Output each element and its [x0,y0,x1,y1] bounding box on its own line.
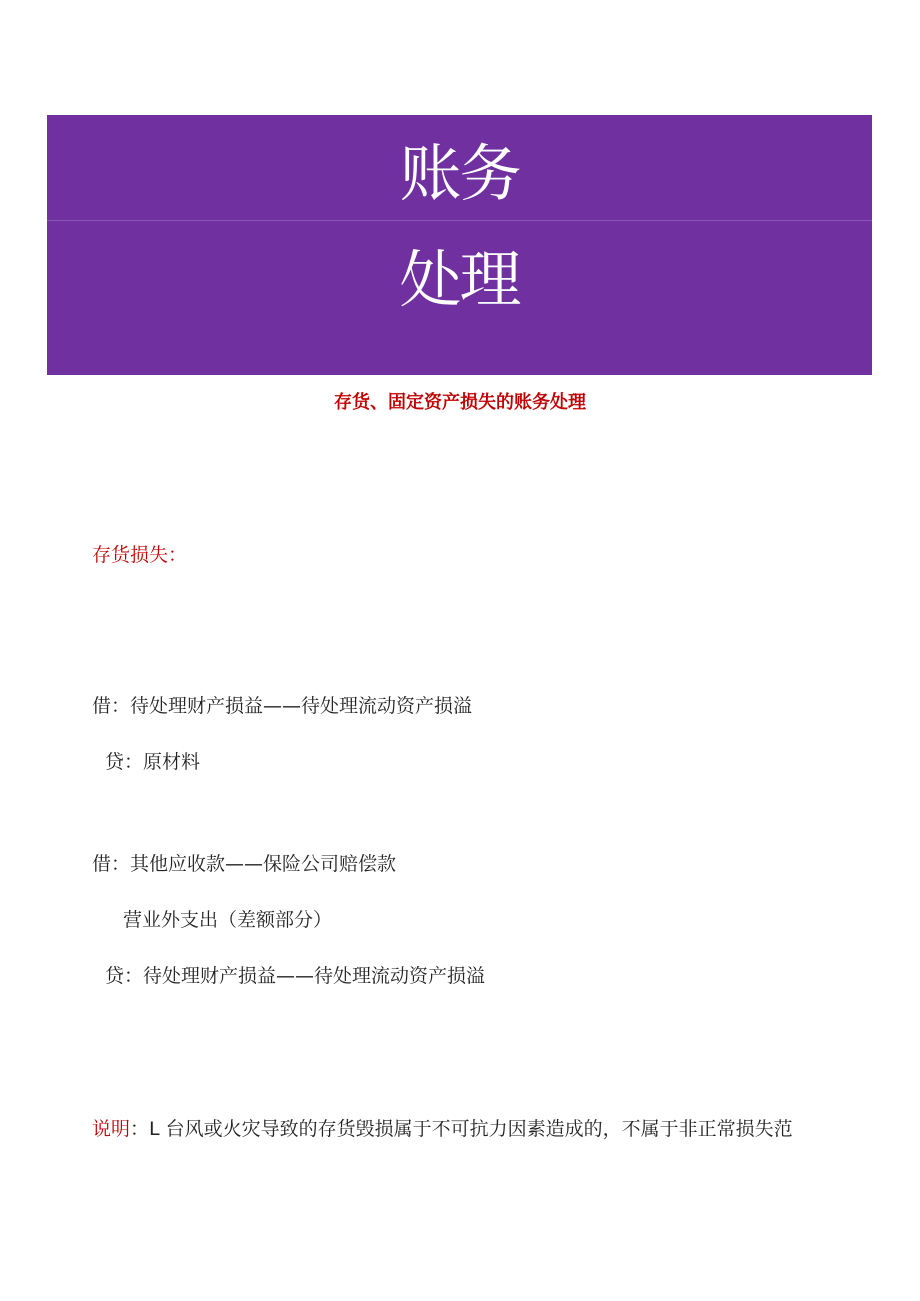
journal-entry-credit-1: 贷：原材料 [105,751,201,773]
banner-title-line-2: 处理 [399,243,520,316]
document-subtitle: 存货、固定资产损失的账务处理 [334,392,586,413]
note-paragraph [92,1116,793,1142]
journal-entry-debit-2-continued: 营业外支出（差额部分） [123,909,333,931]
journal-entry-credit-2: 贷：待处理财产损益——待处理流动资产损溢 [105,965,486,987]
banner-title-line-1: 账务 [399,137,520,210]
title-banner [47,115,872,375]
banner-divider [47,220,872,221]
note-text: ：L 台风或火灾导致的存货毁损属于不可抗力因素造成的，不属于非正常损失范 [130,1118,793,1140]
section-heading-inventory-loss: 存货损失： [92,544,188,566]
journal-entry-debit-2: 借：其他应收款——保险公司赔偿款 [92,853,397,875]
journal-entry-debit-1: 借：待处理财产损益——待处理流动资产损溢 [92,695,473,717]
note-label: 说明 [92,1118,131,1140]
